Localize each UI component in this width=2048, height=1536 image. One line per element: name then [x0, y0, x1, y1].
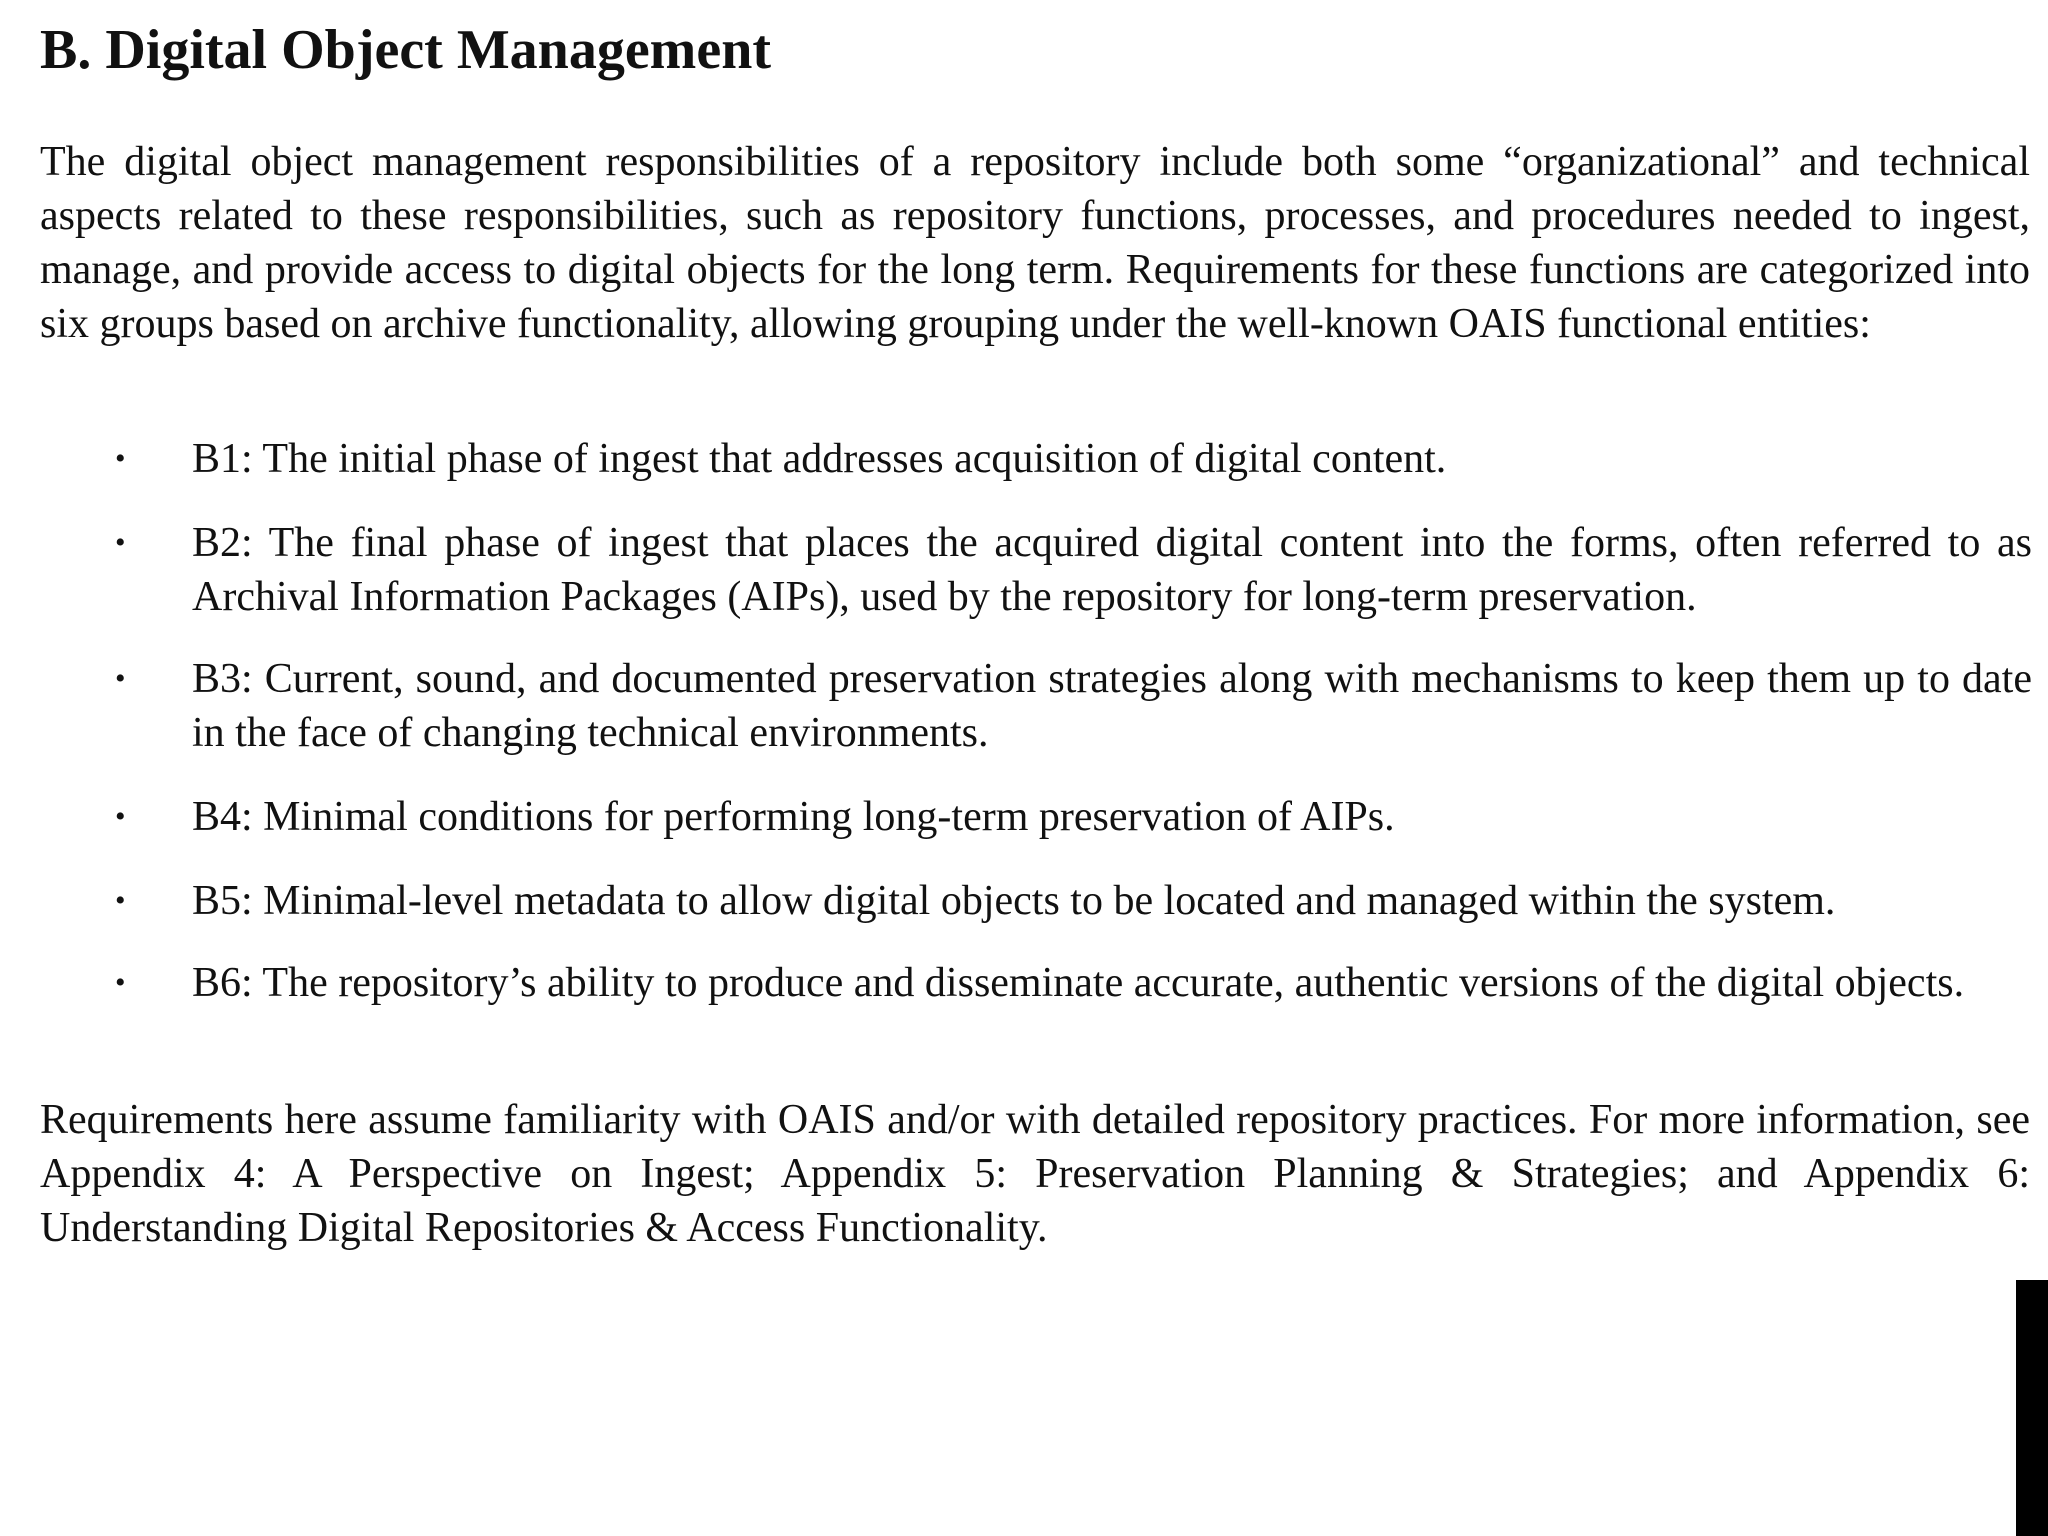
list-item: B5: Minimal-level metadata to allow digital objects to be located and managed within the system.	[192, 878, 1836, 924]
scrollbar-strip[interactable]	[2016, 1280, 2048, 1536]
list-item: B1: The initial phase of ingest that addresses acquisition of digital content.	[192, 436, 1447, 482]
list-item: B2: The final phase of ingest that places the acquired digital content into the forms, often referred to as Archival Information Packages (AIPs), used by the repository for long-term preservation.	[192, 520, 2032, 620]
intro-paragraph: The digital object management responsibilities of a repository include both some “organizational” and technical aspects related to these responsibilities, such as repository functions, processes, and procedures needed to ingest, manage, and provide access to digital objects for the long term. Requirements for these functions are categorized into six groups based on archive functionality, allowing grouping under the well-known OAIS functional entities:	[40, 139, 2030, 347]
list-bullet: •	[115, 526, 126, 559]
list-bullet: •	[115, 884, 126, 917]
list-bullet: •	[115, 966, 126, 999]
list-item: B6: The repository’s ability to produce and disseminate accurate, authentic versions of the digital objects.	[192, 960, 1965, 1006]
list-item: B4: Minimal conditions for performing long-term preservation of AIPs.	[192, 794, 1395, 840]
list-item: B3: Current, sound, and documented preservation strategies along with mechanisms to keep them up to date in the face of changing technical environments.	[192, 656, 2032, 756]
list-bullet: •	[115, 662, 126, 695]
section-heading: B. Digital Object Management	[40, 19, 771, 81]
list-bullet: •	[115, 800, 126, 833]
list-bullet: •	[115, 442, 126, 475]
closing-paragraph: Requirements here assume familiarity with OAIS and/or with detailed repository practices. For more information, see Appendix 4: A Perspective on Ingest; Appendix 5: Preservation Planning & Strategies; and Appendix 6: Understanding Digital Repositories & Access Functionality.	[40, 1097, 2030, 1251]
